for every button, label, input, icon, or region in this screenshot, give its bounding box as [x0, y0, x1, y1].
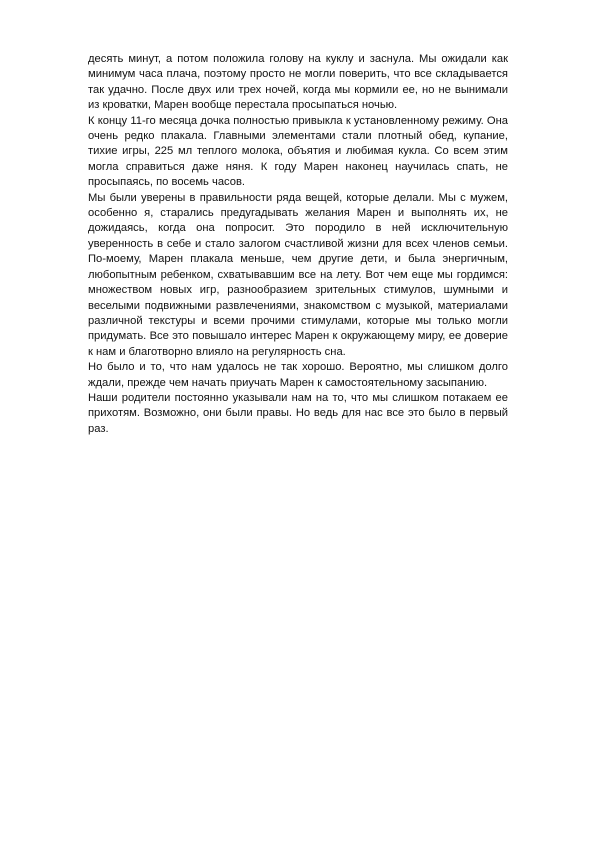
body-text — [88, 52, 508, 437]
paragraph-5: Наши родители постоянно указывали нам на то, что мы слишком потакаем ее прихотям. Возможно, они были правы. Но ведь для нас все это было в первый раз. — [88, 391, 508, 435]
paragraph-4: Но было и то, что нам удалось не так хорошо. Вероятно, мы слишком долго ждали, прежде чем начать приучать Марен к самостоятельному засыпанию. — [88, 361, 508, 389]
paragraph-1: десять минут, а потом положила голову на куклу и заснула. Мы ожидали как минимум часа плача, поэтому просто не могли поверить, что все складывается так удачно. После двух или трех ночей, когда мы кормили ее, но не вынимали из кроватки, Марен вообще перестала просыпаться ночью. — [88, 53, 508, 112]
paragraph-2: К концу 11-го месяца дочка полностью привыкла к установленному режиму. Она очень редко плакала. Главными элементами стали плотный обед, купание, тихие игры, 225 мл теплого молока, объятия и любимая кукла. Со всем этим могла справиться даже няня. К году Марен наконец научилась спать, не просыпаясь, по восемь часов. — [88, 114, 508, 189]
paragraph-3: Мы были уверены в правильности ряда вещей, которые делали. Мы с мужем, особенно я, старались предугадывать желания Марен и выполнять их, не дожидаясь, когда она попросит. Это породило в ней исключительную уверенность в себе и стало залогом счастливой жизни для всех членов семьи. По-моему, Марен плакала меньше, чем другие дети, и была энергичным, любопытным ребенком, схватывавшим все на лету. Вот чем еще мы гордимся: множеством новых игр, разнообразием зрительных стимулов, шумными и веселыми подвижными развлечениями, знакомством с музыкой, материалами различной текстуры и всеми прочими стимулами, которые мы только могли придумать. Все это повышало интерес Марен к окружающему миру, ее доверие к нам и благотворно влияло на регулярность сна. — [88, 191, 508, 358]
